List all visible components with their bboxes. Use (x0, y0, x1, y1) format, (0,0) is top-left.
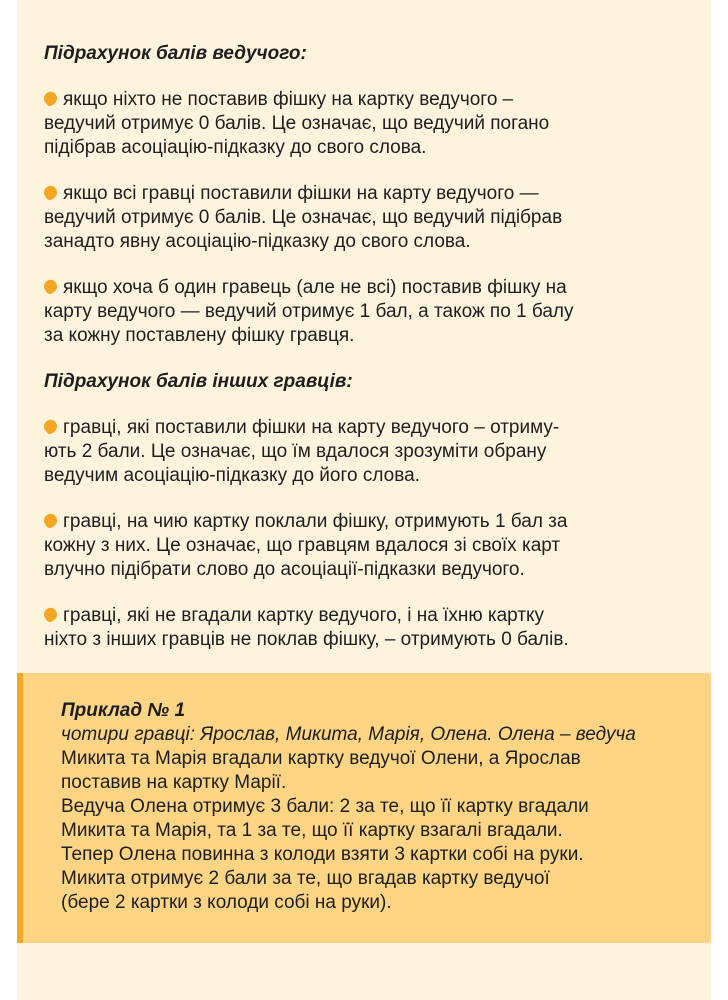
rule-text-line: ведучий отримує 0 балів. Це означає, що ведучий погано (44, 113, 550, 134)
orange-chip-icon (41, 183, 59, 201)
example-box (17, 673, 711, 943)
players-scoring-heading: Підрахунок балів інших гравців: (44, 371, 353, 392)
orange-chip-icon (41, 511, 59, 529)
example-line: Микита та Марія вгадали картку ведучої Олени, а Ярослав (61, 748, 581, 769)
rule-text-line: гравці, на чию картку поклали фішку, отримують 1 бал за (63, 511, 568, 532)
rule-text-line: влучно підібрати слово до асоціації-підказки ведучого. (44, 559, 525, 580)
rule-text-line: занадто явну асоціацію-підказку до свого слова. (44, 231, 471, 252)
rule-text-line: ють 2 бали. Це означає, що їм вдалося зрозуміти обрану (44, 441, 547, 462)
example-title: Приклад № 1 (61, 700, 186, 721)
rule-text-line: ведучий отримує 0 балів. Це означає, що ведучий підібрав (44, 207, 563, 228)
orange-chip-icon (41, 417, 59, 435)
rule-text-line: підібрав асоціацію-підказку до свого слова. (44, 137, 427, 158)
rule-text-line: ніхто з інших гравців не поклав фішку, – отримують 0 балів. (44, 629, 569, 650)
orange-chip-icon (41, 277, 59, 295)
rule-text-line: за кожну поставлену фішку гравця. (44, 325, 355, 346)
rule-text-line: кожну з них. Це означає, що гравцям вдалося зі своїх карт (44, 535, 561, 556)
players-rule-3 (44, 604, 664, 652)
example-line: Микита та Марія, та 1 за те, що її картку взагалі вгадали. (61, 820, 563, 841)
rule-text-line: якщо хоча б один гравець (але не всі) поставив фішку на (63, 277, 567, 298)
rule-text-line: ведучим асоціацію-підказку до його слова. (44, 465, 420, 486)
example-accent-stripe (17, 673, 23, 943)
example-line: поставив на картку Марії. (61, 772, 287, 793)
rule-text-line: карту ведучого — ведучий отримує 1 бал, а також по 1 балу (44, 301, 574, 322)
rule-text-line: якщо всі гравці поставили фішки на карту ведучого — (63, 183, 539, 204)
players-rule-1 (44, 416, 664, 488)
host-rule-2 (44, 182, 664, 254)
orange-chip-icon (41, 89, 59, 107)
example-line: Микита отримує 2 бали за те, що вгадав картку ведучої (61, 868, 550, 889)
players-rule-2 (44, 510, 664, 582)
host-rule-3 (44, 276, 664, 348)
orange-chip-icon (41, 605, 59, 623)
rule-text-line: гравці, які не вгадали картку ведучого, і на їхню картку (63, 605, 545, 626)
example-line: (бере 2 картки з колоди собі на руки). (61, 892, 392, 913)
rule-text-line: якщо ніхто не поставив фішку на картку ведучого – (63, 89, 514, 110)
example-content (61, 699, 691, 915)
example-line: Ведуча Олена отримує 3 бали: 2 за те, що її картку вгадали (61, 796, 589, 817)
rules-section (44, 42, 664, 652)
host-scoring-heading: Підрахунок балів ведучого: (44, 43, 307, 64)
example-intro: чотири гравці: Ярослав, Микита, Марія, Олена. Олена – ведуча (61, 724, 636, 745)
rule-text-line: гравці, які поставили фішки на карту ведучого – отриму- (63, 417, 560, 438)
host-rule-1 (44, 88, 664, 160)
example-line: Тепер Олена повинна з колоди взяти 3 картки собі на руки. (61, 844, 584, 865)
